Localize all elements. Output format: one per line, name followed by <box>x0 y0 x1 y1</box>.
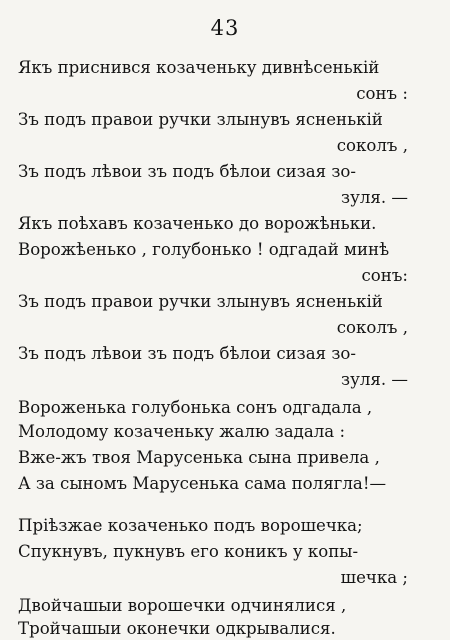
poem-line: Молодому козаченьку жалю задала : <box>18 422 346 441</box>
poem-line: соколъ , <box>336 136 408 155</box>
poem-line: Зъ подъ лѣвои зъ подъ бѣлои сизая зо- <box>18 344 357 363</box>
poem-line: Вороженька голубонька сонъ одгадала , <box>18 398 373 417</box>
poem-line: сонъ: <box>361 266 408 285</box>
poem-line: Спукнувъ, пукнувъ его коникъ у копы- <box>18 542 359 561</box>
poem-line: Зъ подъ правои ручки злынувъ ясненькій <box>18 292 383 311</box>
poem-line: зуля. — <box>341 370 408 389</box>
poem-line: Пріѣзжае козаченько подъ ворошечка; <box>18 516 363 535</box>
poem-line: Якъ приснився козаченьку дивнѣсенькій <box>18 58 380 77</box>
poem-line: сонъ : <box>356 84 408 103</box>
poem-line: Двойчашыи ворошечки одчинялися , <box>18 596 347 615</box>
poem-line: Ворожѣенько , голубонько ! одгадай минѣ <box>18 240 390 259</box>
poem-line: Зъ подъ правои ручки злынувъ ясненькій <box>18 110 383 129</box>
poem-line: А за сыномъ Марусенька сама полягла!— <box>18 474 387 493</box>
poem-line: соколъ , <box>336 318 408 337</box>
poem-line: Вже-жъ твоя Марусенька сына привела , <box>18 448 380 467</box>
page-number: 43 <box>210 16 240 40</box>
poem-line: Тройчашыи оконечки одкрывалися. <box>18 619 336 638</box>
poem-line: зуля. — <box>341 188 408 207</box>
poem-line: шечка ; <box>340 568 408 587</box>
poem-line: Якъ поѣхавъ козаченько до ворожѣньки. <box>18 214 377 233</box>
poem-line: Зъ подъ лѣвои зъ подъ бѣлои сизая зо- <box>18 162 357 181</box>
